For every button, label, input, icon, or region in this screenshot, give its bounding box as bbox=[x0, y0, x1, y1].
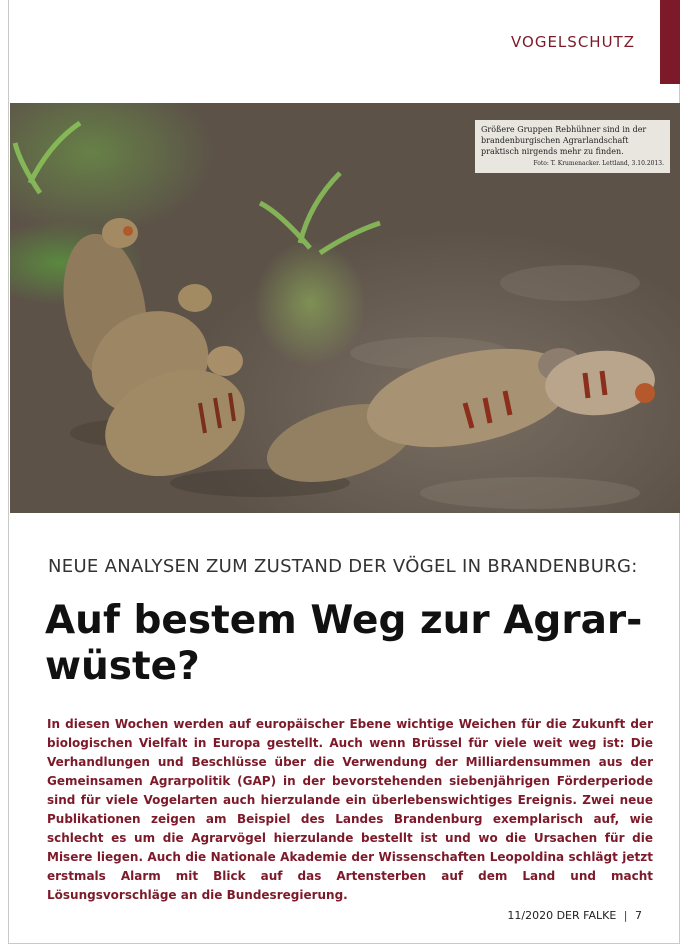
issue-number: 11/2020 bbox=[507, 909, 554, 922]
caption-text: Größere Gruppen Rebhühner sind in der brandenburgischen Agrarlandschaft praktisch nirgends mehr zu finden. bbox=[481, 125, 647, 156]
article-lead: In diesen Wochen werden auf europäischer Ebene wichtige Weichen für die Zukunft der biologischen Vielfalt in Europa gestellt. Auch wenn Brüssel für viele weit weg ist: Die Verhandlungen und Beschlüsse über die Verwendung der Milliardensummen aus der Gemeinsamen Agrarpolitik (GAP) in der bevorstehenden siebenjährigen Förderperiode sind für viele Vogelarten auch hierzulande ein überlebenswichtiges Ereignis. Zwei neue Publikationen zeigen am Beispiel des Landes Brandenburg exemplarisch auf, wie schlecht es um die Agrarvögel hierzulande bestellt ist und wo die Ursachen für die Misere liegen. Auch die Nationale Akademie der Wissenschaften Leopoldina schlägt jetzt erstmals Alarm mit Blick auf das Artensterben auf dem Land und macht Lösungsvorschläge an die Bundesregierung. bbox=[47, 717, 653, 902]
rubric-tab bbox=[660, 0, 680, 84]
footer-separator: | bbox=[623, 909, 628, 922]
headline-line-2: wüste? bbox=[45, 644, 200, 689]
section-rubric: VOGELSCHUTZ bbox=[511, 33, 635, 51]
photo-credit: Foto: T. Krumenacker. Lettland, 3.10.2013. bbox=[533, 160, 664, 167]
article-headline bbox=[45, 598, 645, 690]
partridge-group-left bbox=[53, 218, 260, 495]
partridge-group-right bbox=[258, 332, 657, 496]
magazine-name: DER FALKE bbox=[556, 909, 617, 922]
partridge-photo bbox=[10, 103, 680, 513]
headline-line-1: Auf bestem Weg zur Agrar- bbox=[45, 598, 643, 643]
page-number: 7 bbox=[635, 909, 642, 922]
photo-caption bbox=[475, 120, 670, 173]
article-kicker: NEUE ANALYSEN ZUM ZUSTAND DER VÖGEL IN BRANDENBURG: bbox=[48, 556, 638, 577]
page-footer bbox=[507, 909, 642, 922]
